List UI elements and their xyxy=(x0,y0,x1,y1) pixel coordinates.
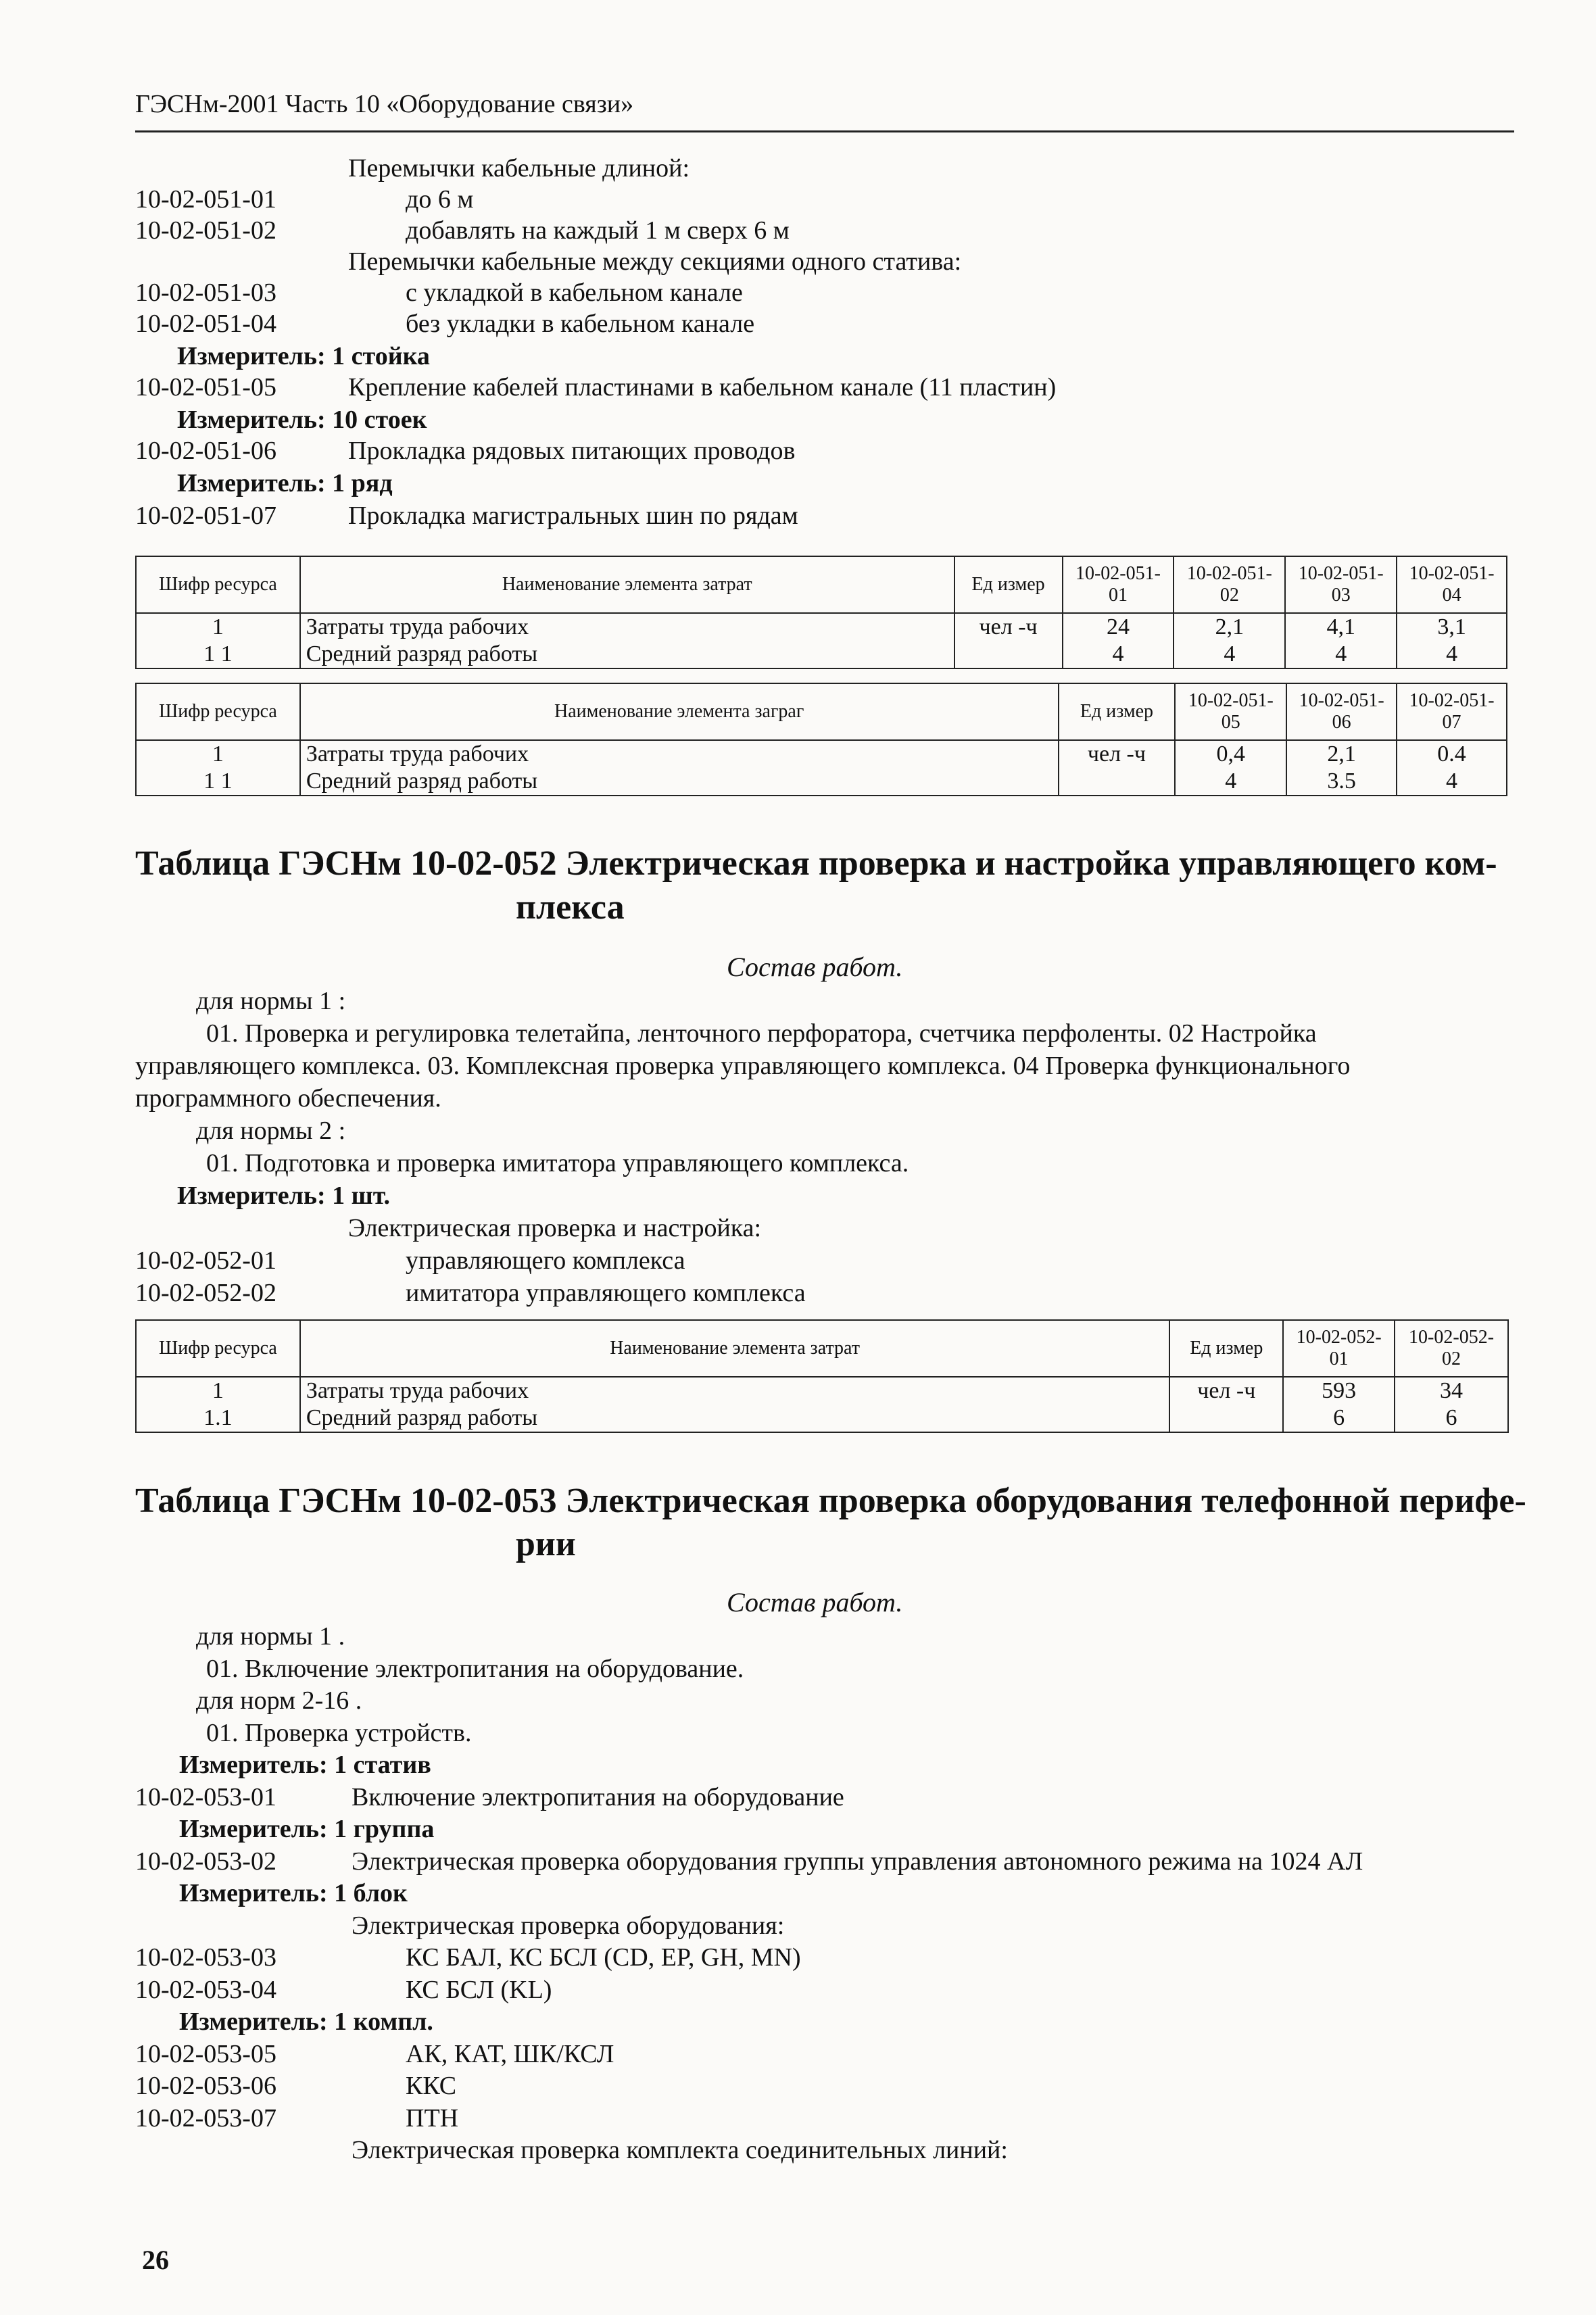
cell: 4 xyxy=(1397,641,1507,668)
table-title-053-cont: рии xyxy=(516,1525,576,1563)
cell: 3,1 xyxy=(1397,613,1507,641)
table-row xyxy=(136,768,1507,796)
code-051-01: 10-02-051-01 xyxy=(135,185,276,214)
col-norm: 10-02-051-06 xyxy=(1286,683,1397,740)
table-title-053: Таблица ГЭСНм 10-02-053 Электрическая проверка оборудования телефонной перифе- xyxy=(135,1482,1526,1520)
table-title-052-cont: плекса xyxy=(516,888,625,927)
col-element-name: Наименование элемента затрат xyxy=(300,556,954,613)
norm2-text: 01. Подготовка и проверка имитатора управляющего комплекса. xyxy=(206,1149,909,1177)
text-053-line: КС БСЛ (KL) xyxy=(406,1976,552,2004)
resource-table-1 xyxy=(135,556,1507,669)
text-053-line: 01. Включение электропитания на оборудование. xyxy=(206,1655,744,1683)
cell: 3.5 xyxy=(1286,768,1397,796)
text-053-line: Электрическая проверка оборудования группы управления автономного режима на 1024 АЛ xyxy=(352,1847,1363,1876)
table-row xyxy=(136,1377,1508,1405)
composition-heading-053: Состав работ. xyxy=(727,1587,903,1617)
composition-heading-052: Состав работ. xyxy=(727,952,903,982)
cell xyxy=(1059,768,1176,796)
cell: 4 xyxy=(1397,768,1507,796)
meter-053: Измеритель: 1 статив xyxy=(179,1751,431,1779)
text-053-line: Электрическая проверка оборудования: xyxy=(352,1911,785,1940)
col-norm: 10-02-051-04 xyxy=(1397,556,1507,613)
norm2-label: для нормы 2 : xyxy=(196,1117,346,1145)
cell: 593 xyxy=(1283,1377,1395,1405)
col-norm: 10-02-052-01 xyxy=(1283,1320,1395,1377)
table-row xyxy=(136,1405,1508,1432)
cell: 1 xyxy=(136,1377,300,1405)
cell: 4,1 xyxy=(1285,613,1397,641)
col-unit: Ед измер xyxy=(1059,683,1176,740)
text-053-line: ПТН xyxy=(406,2104,459,2133)
cell: 6 xyxy=(1283,1405,1395,1432)
text-053-line: ККС xyxy=(406,2072,457,2100)
header-rule xyxy=(135,130,1514,132)
intro-052: Электрическая проверка и настройка: xyxy=(348,1214,762,1242)
code-051-04: 10-02-051-04 xyxy=(135,310,276,338)
meter-051-c: Измеритель: 1 ряд xyxy=(177,469,393,497)
norm1-text-2: управляющего комплекса. 03. Комплексная проверка управляющего комплекса. 04 Проверка функционального xyxy=(135,1052,1351,1080)
meter-051-b: Измеритель: 10 стоек xyxy=(177,406,427,434)
cell: 2,1 xyxy=(1286,740,1397,768)
line-051-1: до 6 м xyxy=(406,185,474,214)
text-053-line: КС БАЛ, КС БСЛ (CD, EP, GH, MN) xyxy=(406,1943,801,1972)
running-header: ГЭСНм-2001 Часть 10 «Оборудование связи» xyxy=(135,90,634,118)
cell: Затраты труда рабочих xyxy=(300,740,1059,768)
cell: 0.4 xyxy=(1397,740,1507,768)
code-052-02: 10-02-052-02 xyxy=(135,1279,276,1307)
text-053-line: для нормы 1 . xyxy=(196,1622,345,1651)
cell: 1 1 xyxy=(136,768,300,796)
col-norm: 10-02-051-03 xyxy=(1285,556,1397,613)
line-051-2: добавлять на каждый 1 м сверх 6 м xyxy=(406,216,790,245)
line-051-9: Прокладка рядовых питающих проводов xyxy=(348,437,796,465)
meter-053: Измеритель: 1 блок xyxy=(179,1879,408,1907)
line-051-0: Перемычки кабельные длиной: xyxy=(348,154,690,182)
cell: 1 1 xyxy=(136,641,300,668)
cell: 4 xyxy=(1175,768,1286,796)
code-053-line: 10-02-053-05 xyxy=(135,2040,276,2068)
code-051-02: 10-02-051-02 xyxy=(135,216,276,245)
col-element-name: Наименование элемента затрат xyxy=(300,1320,1170,1377)
code-051-06: 10-02-051-06 xyxy=(135,437,276,465)
meter-053: Измеритель: 1 группа xyxy=(179,1815,435,1843)
line-051-7: Крепление кабелей пластинами в кабельном канале (11 пластин) xyxy=(348,373,1057,401)
col-resource-code: Шифр ресурса xyxy=(136,683,300,740)
text-053-line: Электрическая проверка комплекта соединительных линий: xyxy=(352,2136,1008,2164)
table-header-row xyxy=(136,683,1507,740)
cell: 4 xyxy=(1285,641,1397,668)
text-053-line: для норм 2-16 . xyxy=(196,1686,362,1715)
cell: Средний разряд работы xyxy=(300,1405,1170,1432)
cell: 1 xyxy=(136,740,300,768)
code-051-05: 10-02-051-05 xyxy=(135,373,276,401)
norm1-text-3: программного обеспечения. xyxy=(135,1084,441,1113)
meter-053: Измеритель: 1 компл. xyxy=(179,2007,433,2036)
cell: 4 xyxy=(1063,641,1174,668)
col-norm: 10-02-051-02 xyxy=(1174,556,1285,613)
page-number: 26 xyxy=(142,2245,169,2275)
col-norm: 10-02-051-07 xyxy=(1397,683,1507,740)
cell: 0,4 xyxy=(1175,740,1286,768)
col-norm: 10-02-051-05 xyxy=(1175,683,1286,740)
cell: Затраты труда рабочих xyxy=(300,613,954,641)
code-053-line: 10-02-053-02 xyxy=(135,1847,276,1876)
cell: 4 xyxy=(1174,641,1285,668)
cell: 2,1 xyxy=(1174,613,1285,641)
cell: Затраты труда рабочих xyxy=(300,1377,1170,1405)
resource-table-3 xyxy=(135,1319,1509,1433)
code-053-line: 10-02-053-07 xyxy=(135,2104,276,2133)
code-053-line: 10-02-053-06 xyxy=(135,2072,276,2100)
meter-052: Измеритель: 1 шт. xyxy=(177,1181,391,1210)
cell: 24 xyxy=(1063,613,1174,641)
cell: Средний разряд работы xyxy=(300,768,1059,796)
text-053-line: АК, КАТ, ШК/КСЛ xyxy=(406,2040,614,2068)
cell: чел -ч xyxy=(1169,1377,1283,1405)
code-052-01: 10-02-052-01 xyxy=(135,1246,276,1275)
table-row xyxy=(136,740,1507,768)
line-051-4: с укладкой в кабельном канале xyxy=(406,278,743,307)
cell: чел -ч xyxy=(954,613,1063,641)
code-053-line: 10-02-053-01 xyxy=(135,1783,276,1811)
norm1-label: для нормы 1 : xyxy=(196,987,346,1015)
norm1-text-1: 01. Проверка и регулировка телетайпа, ленточного перфоратора, счетчика перфоленты. 02 Настройка xyxy=(206,1019,1317,1048)
table-header-row xyxy=(136,556,1507,613)
table-title-052: Таблица ГЭСНм 10-02-052 Электрическая проверка и настройка управляющего ком- xyxy=(135,844,1497,883)
code-053-line: 10-02-053-03 xyxy=(135,1943,276,1972)
table-row xyxy=(136,641,1507,668)
col-resource-code: Шифр ресурса xyxy=(136,1320,300,1377)
table-header-row xyxy=(136,1320,1508,1377)
cell: 1 xyxy=(136,613,300,641)
item-052-01: управляющего комплекса xyxy=(406,1246,685,1275)
line-051-11: Прокладка магистральных шин по рядам xyxy=(348,502,798,530)
table-row xyxy=(136,613,1507,641)
cell: Средний разряд работы xyxy=(300,641,954,668)
code-051-07: 10-02-051-07 xyxy=(135,502,276,530)
cell: 6 xyxy=(1395,1405,1508,1432)
col-norm: 10-02-051-01 xyxy=(1063,556,1174,613)
resource-table-2 xyxy=(135,683,1507,796)
col-unit: Ед измер xyxy=(954,556,1063,613)
col-element-name: Наименование элемента заграг xyxy=(300,683,1059,740)
code-051-03: 10-02-051-03 xyxy=(135,278,276,307)
text-053-line: Включение электропитания на оборудование xyxy=(352,1783,844,1811)
cell: чел -ч xyxy=(1059,740,1176,768)
line-051-3: Перемычки кабельные между секциями одного статива: xyxy=(348,247,962,276)
cell: 34 xyxy=(1395,1377,1508,1405)
meter-051-a: Измеритель: 1 стойка xyxy=(177,342,430,370)
col-unit: Ед измер xyxy=(1169,1320,1283,1377)
item-052-02: имитатора управляющего комплекса xyxy=(406,1279,806,1307)
code-053-line: 10-02-053-04 xyxy=(135,1976,276,2004)
line-051-5: без укладки в кабельном канале xyxy=(406,310,755,338)
cell xyxy=(954,641,1063,668)
text-053-line: 01. Проверка устройств. xyxy=(206,1719,472,1747)
cell xyxy=(1169,1405,1283,1432)
cell: 1.1 xyxy=(136,1405,300,1432)
col-resource-code: Шифр ресурса xyxy=(136,556,300,613)
col-norm: 10-02-052-02 xyxy=(1395,1320,1508,1377)
